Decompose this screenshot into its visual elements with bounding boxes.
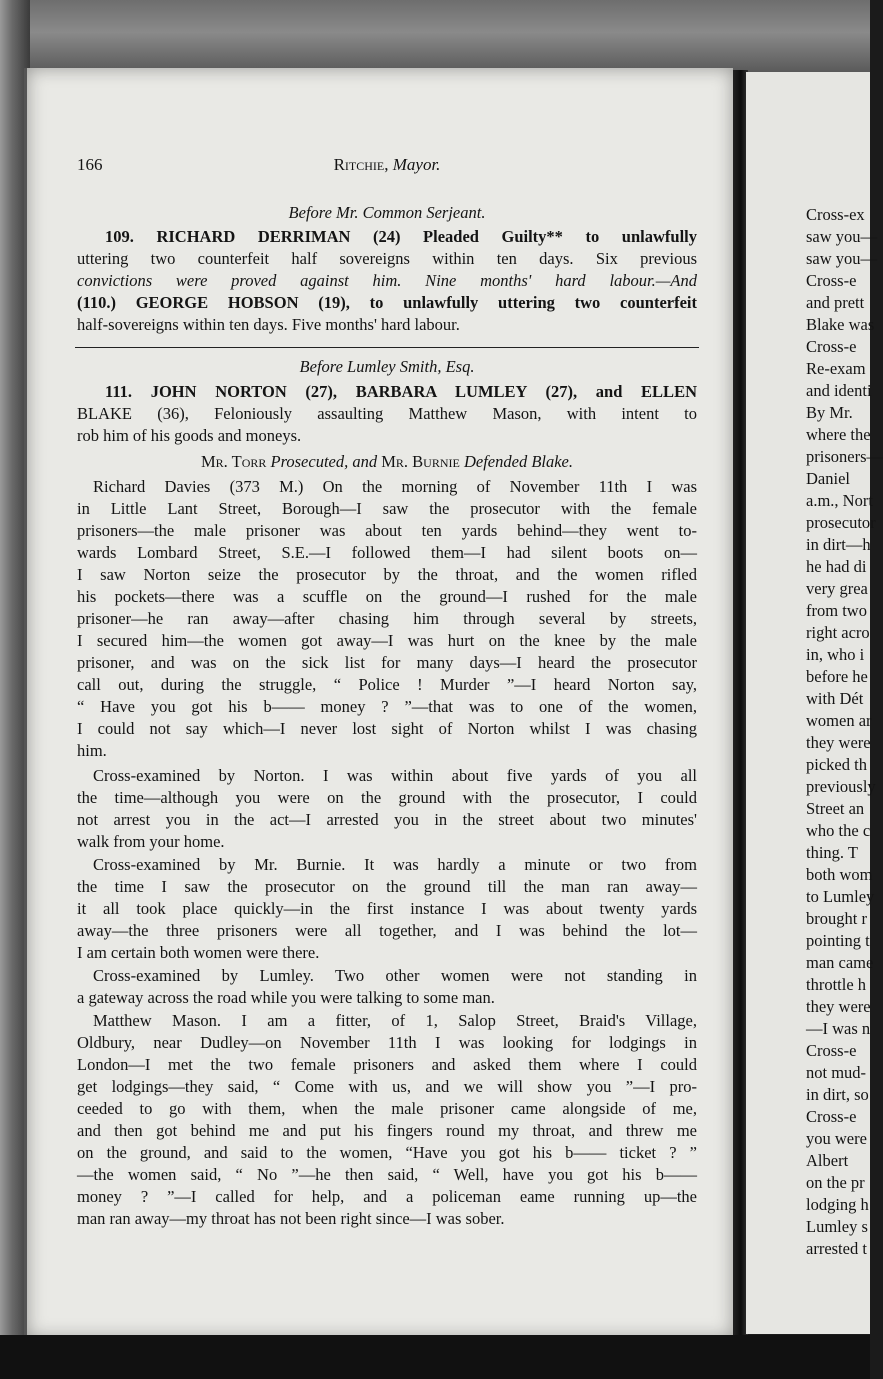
right-page-line: man came [806,953,874,972]
cross-norton-line-1: Cross-examined by Norton. I was within about five yards of you all [93,766,697,785]
right-page-line: Blake was [806,315,875,334]
right-page-line: women ar [806,711,872,730]
cross-burnie-line-5: I am certain both women were there. [77,943,320,962]
right-page-line: in dirt—h [806,535,871,554]
davies-line-4: wards Lombard Street, S.E.—I followed them—I had silent boots on— [77,543,697,562]
right-page-line: you were [806,1129,867,1148]
cross-lumley-line-1: Cross-examined by Lumley. Two other women were not standing in [93,966,697,985]
davies-line-7: prisoner—he ran away—after chasing him through several by streets, [77,609,697,628]
mason-line-3: London—I met the two female prisoners and asked them where I could [77,1055,697,1074]
right-page-line: thing. T [806,843,858,862]
right-page-line: who the c [806,821,871,840]
right-page-line: Albert [806,1151,849,1170]
mason-line-6: and then got behind me and put his fingers round my throat, and threw me [77,1121,697,1140]
section-heading-common-serjeant: Before Mr. Common Serjeant. [288,203,486,222]
right-page-line: —I was n [806,1019,871,1038]
right-page-line: saw you— [806,227,878,246]
cross-norton-line-2: the time—although you were on the ground with the prosecutor, I could [77,788,697,807]
right-page-line: a.m., Nort [806,491,873,510]
davies-line-10: call out, during the struggle, “ Police ! Murder ”—I heard Norton say, [77,675,697,694]
mason-line-8: —the women said, “ No ”—he then said, “ Well, have you got his b—— [77,1165,697,1184]
right-page-line: Cross-e [806,337,857,356]
cross-norton-line-3: not arrest you in the act—I arrested you in the street about two minutes' [77,810,697,829]
right-page-line: prisoners— [806,447,883,466]
mason-line-4: get lodgings—they said, “ Come with us, and we will show you ”—I pro- [77,1077,697,1096]
right-page-line: right acro [806,623,870,642]
right-page-line: brought r [806,909,867,928]
right-page-line: with Dét [806,689,864,708]
davies-line-3: prisoners—the male prisoner was about ten yards behind—they went to- [77,521,697,540]
right-page-line: and prett [806,293,865,312]
davies-line-13: him. [77,741,107,760]
left-page [24,68,733,1338]
section-heading-lumley-smith: Before Lumley Smith, Esq. [299,357,475,376]
right-page-line: Cross-e [806,1107,857,1126]
right-page-line: previously [806,777,876,796]
right-page-line: to Lumley [806,887,875,906]
right-page-line: prosecutor [806,513,876,532]
right-page-line: they were [806,997,871,1016]
case-110-line-2: half-sovereigns within ten days. Five months' hard labour. [77,315,460,334]
davies-line-12: I could not say which—I never lost sight of Norton whilst I was chasing [77,719,697,738]
davies-line-5: I saw Norton seize the prosecutor by the throat, and the women rifled [77,565,697,584]
case-111-line-3: rob him of his goods and moneys. [77,426,302,445]
davies-line-6: his pockets—there was a scuffle on the ground—I rushed for the male [77,587,697,606]
right-page-line: picked th [806,755,867,774]
right-page-line: Lumley s [806,1217,868,1236]
right-page-line: arrested t [806,1239,867,1258]
case-111-line-1: 111. JOHN NORTON (27), BARBARA LUMLEY (27), and ELLEN [105,382,697,401]
cross-burnie-line-4: away—the three prisoners were all together, and I was behind the lot— [77,921,697,940]
case-109-line-3: convictions were proved against him. Nine months' hard labour.—And [77,271,697,290]
scan-top-background [0,0,870,72]
case-109-line-2: uttering two counterfeit half sovereigns within ten days. Six previous [77,249,697,268]
mason-line-2: Oldbury, near Dudley—on November 11th I was looking for lodgings in [77,1033,697,1052]
mason-line-1: Matthew Mason. I am a fitter, of 1, Salop Street, Braid's Village, [93,1011,697,1030]
right-page-line: very grea [806,579,868,598]
mason-line-7: on the ground, and said to the women, “Have you got his b—— ticket ? ” [77,1143,697,1162]
case-111-line-2: BLAKE (36), Feloniously assaulting Matthew Mason, with intent to [77,404,697,423]
right-page-line: Street an [806,799,865,818]
page-number: 166 [77,155,103,174]
davies-line-11: “ Have you got his b—— money ? ”—that was to one of the women, [77,697,697,716]
mason-line-10: man ran away—my throat has not been right since—I was sober. [77,1209,505,1228]
right-page-line: from two [806,601,867,620]
right-page-line: before he [806,667,868,686]
mason-line-5: ceeded to go with them, when the male prisoner came alongside of me, [77,1099,697,1118]
right-page-line: in, who i [806,645,865,664]
right-page-line: in dirt, so [806,1085,869,1104]
right-page-line: throttle h [806,975,867,994]
case-109-line-1: 109. RICHARD DERRIMAN (24) Pleaded Guilty** to unlawfully [105,227,697,246]
davies-line-8: I secured him—the women got away—I was hurt on the knee by the male [77,631,697,650]
right-page-fragment [746,72,883,1334]
right-page-line: where the [806,425,871,444]
case-110-line-1: (110.) GEORGE HOBSON (19), to unlawfully uttering two counterfeit [77,293,697,312]
right-page-line: Cross-ex [806,205,865,224]
right-page-line: Re-exam [806,359,866,378]
cross-burnie-line-1: Cross-examined by Mr. Burnie. It was hardly a minute or two from [93,855,697,874]
cross-norton-line-4: walk from your home. [77,832,225,851]
right-page-line: they were [806,733,871,752]
scan-bottom-background [0,1335,870,1379]
cross-burnie-line-3: it all took place quickly—in the first instance I was about twenty yards [77,899,697,918]
right-page-line: both wom [806,865,873,884]
right-page-line: pointing t [806,931,870,950]
davies-line-1: Richard Davies (373 M.) On the morning of November 11th I was [93,477,697,496]
cross-lumley-line-2: a gateway across the road while you were talking to some man. [77,988,495,1007]
davies-line-2: in Little Lant Street, Borough—I saw the prosecutor with the female [77,499,697,518]
section-divider [75,347,699,348]
right-page-line: and identi [806,381,872,400]
cross-burnie-line-2: the time I saw the prosecutor on the ground till the man ran away— [77,877,697,896]
running-title: Ritchie, Mayor. [333,155,441,174]
right-page-line: saw you— [806,249,878,268]
right-page-line: he had di [806,557,867,576]
right-page-line: on the pr [806,1173,865,1192]
right-page-line: not mud- [806,1063,867,1082]
counsel-line: Mr. Torr Prosecuted, and Mr. Burnie Defended Blake. [200,452,573,471]
running-header [77,154,697,178]
right-page-line: Cross-e [806,271,857,290]
right-page-line: Cross-e [806,1041,857,1060]
right-page-line: Daniel [806,469,850,488]
right-page-line: By Mr. [806,403,853,422]
davies-line-9: prisoner, and was on the sick list for many days—I heard the prosecutor [77,653,697,672]
right-page-line: lodging h [806,1195,869,1214]
mason-line-9: money ? ”—I called for help, and a policeman eame running up—the [77,1187,697,1206]
